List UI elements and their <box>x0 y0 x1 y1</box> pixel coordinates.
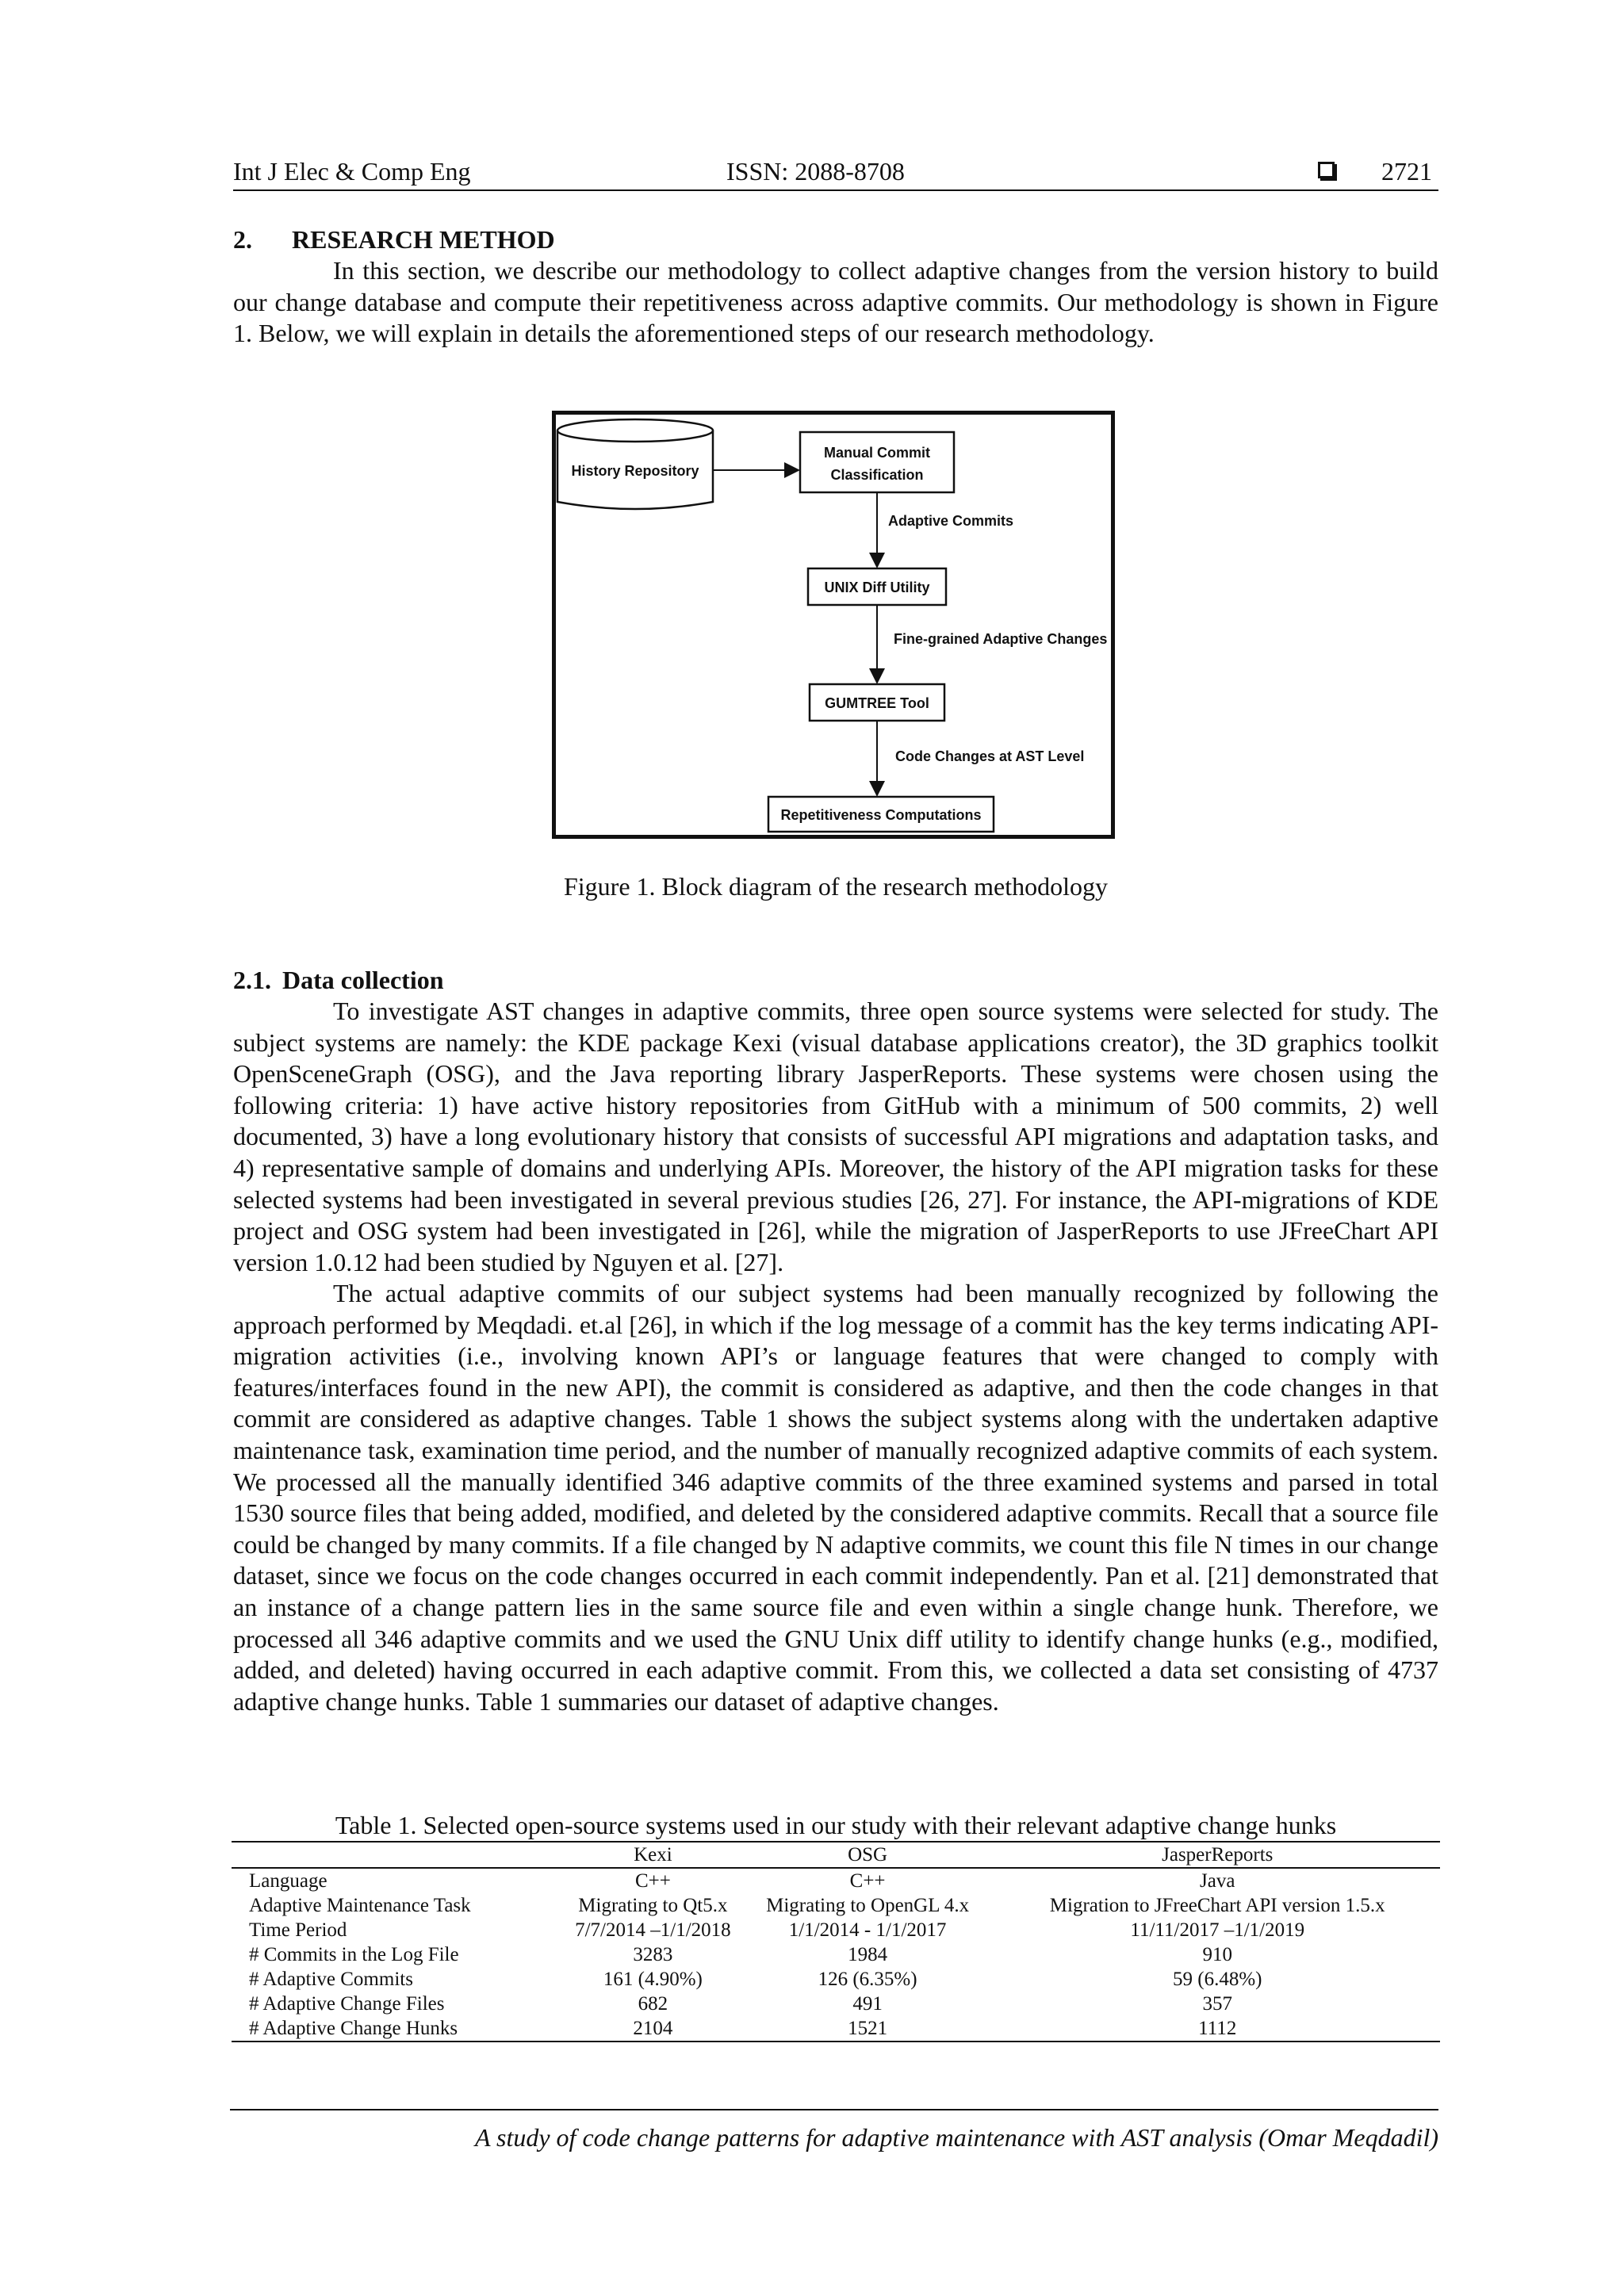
table-cell: C++ <box>849 1870 886 1892</box>
table-cell: Migrating to Qt5.x <box>578 1895 728 1916</box>
table-cell: Java <box>1200 1870 1235 1892</box>
table-cell: 910 <box>1202 1944 1232 1965</box>
table-cell: 1521 <box>741 2016 995 2042</box>
subsection-title: Data collection <box>282 966 444 994</box>
table-header-cell: OSG <box>741 1842 995 1868</box>
manual-commit-label-line2: Classification <box>830 467 924 483</box>
table-caption: Table 1. Selected open-source systems used in our study with their relevant adaptive change hunks <box>335 1811 1337 1839</box>
table-cell: 126 (6.35%) <box>818 1969 917 1990</box>
table-cell: 7/7/2014 –1/1/2018 <box>575 1919 731 1941</box>
table-row <box>232 1942 1440 1967</box>
table-row-label: # Commits in the Log File <box>249 1944 459 1965</box>
manual-commit-label-line1: Manual Commit <box>823 445 931 461</box>
manual-commit-classification-node <box>800 432 954 492</box>
table-cell: Migration to JFreeChart API version 1.5.x <box>1049 1895 1385 1916</box>
footer-rule <box>230 2109 1438 2110</box>
edge-label-code-changes: Code Changes at AST Level <box>895 748 1085 764</box>
gumtree-label: GUMTREE Tool <box>825 695 929 711</box>
unix-diff-utility-node <box>808 568 946 605</box>
table-row-label: # Adaptive Commits <box>249 1969 413 1990</box>
checkbox-icon <box>1318 162 1335 178</box>
table-cell: 59 (6.48%) <box>1173 1969 1262 1990</box>
table-row-label: # Adaptive Change Hunks <box>232 2016 565 2042</box>
table-cell: 1112 <box>995 2016 1441 2042</box>
table-header-cell <box>232 1842 565 1868</box>
figure-caption: Figure 1. Block diagram of the research methodology <box>563 872 1109 901</box>
table-cell: 11/11/2017 –1/1/2019 <box>1130 1919 1305 1941</box>
table-row <box>232 1967 1440 1992</box>
journal-name: Int J Elec & Comp Eng <box>233 157 471 186</box>
table-row-label: Adaptive Maintenance Task <box>249 1895 471 1916</box>
repetitiveness-label: Repetitiveness Computations <box>780 807 982 823</box>
edge-label-fine-grained: Fine-grained Adaptive Changes <box>894 631 1108 647</box>
section-intro-paragraph: In this section, we describe our methodology to collect adaptive changes from the version history to build our change database and compute their repetitiveness across adaptive commits. Our methodology is shown in Figure 1. Below, we will explain in details the aforementioned steps of our research methodology. <box>233 256 1438 348</box>
table-row <box>232 1918 1440 1942</box>
data-collection-paragraph-1: To investigate AST changes in adaptive commits, three open source systems were selected for study. The subject systems are namely: the KDE package Kexi (visual database applications creator), the 3D graphics toolkit OpenSceneGraph (OSG), and the Java reporting library JasperReports. These systems were chosen using the following criteria: 1) have active history repositories from GitHub with a minimum of 500 commits, 2) well documented, 3) have a long evolutionary history that consists of successful API migrations and adaptation tasks, and 4) representative sample of domains and underlying APIs. Moreover, the history of the API migration tasks for these selected systems had been investigated in several previous studies [26, 27]. For instance, the API-migrations of KDE project and OSG system had been investigated in [26], while the migration of JasperReports to use JFreeChart API version 1.0.12 had been studied by Nguyen et al. [27]. <box>233 997 1438 1276</box>
section-title: RESEARCH METHOD <box>292 225 555 254</box>
history-repository-label: History Repository <box>571 463 699 479</box>
table-header-row <box>232 1842 1440 1868</box>
section-heading <box>233 224 555 255</box>
gumtree-tool-node <box>810 684 944 721</box>
table-header-cell: Kexi <box>565 1842 741 1868</box>
systems-table <box>232 1841 1440 2042</box>
subsection-heading <box>233 964 444 996</box>
history-repository-node <box>557 419 713 509</box>
figure-block-diagram <box>552 411 1115 839</box>
section-number: 2. <box>233 225 252 254</box>
issn: ISSN: 2088-8708 <box>726 157 905 186</box>
table-row-label: Language <box>249 1870 327 1892</box>
table-row <box>232 2016 1440 2042</box>
table-cell: 2104 <box>565 2016 741 2042</box>
unix-diff-label: UNIX Diff Utility <box>824 580 930 595</box>
table-row-label: # Adaptive Change Files <box>249 1993 445 2015</box>
repetitiveness-computations-node <box>768 797 994 832</box>
table-cell: 1984 <box>848 1944 888 1965</box>
block-diagram-svg <box>556 415 1111 835</box>
table-cell: 3283 <box>633 1944 673 1965</box>
data-collection-paragraph-2: The actual adaptive commits of our subject systems had been manually recognized by following the approach performed by Meqdadi. et.al [26], in which if the log message of a commit has the key terms indicating API-migration activities (i.e., involving known API’s or language features that were changed to comply with features/interfaces found in the new API), the commit is considered as adaptive, and then the code changes in that commit are considered as adaptive changes. Table 1 shows the subject systems along with the undertaken adaptive maintenance task, examination time period, and the number of manually recognized adaptive commits of each system. We processed all the manually identified 346 adaptive commits of the three examined systems and parsed in total 1530 source files that being added, modified, and deleted by the considered adaptive commits. Recall that a source file could be changed by many commits. If a file changed by N adaptive commits, we count this file N times in our change dataset, since we focus on the code changes occurred in each commit independently. Pan et al. [21] demonstrated that an instance of a change pattern lies in the same source file and even within a single change hunk. Therefore, we processed all 346 adaptive commits and we used the GNU Unix diff utility to identify change hunks (e.g., modified, added, and deleted) having occurred in each adaptive commit. From this, we collected a data set consisting of 4737 adaptive change hunks. Table 1 summaries our dataset of adaptive changes. <box>233 1279 1438 1716</box>
footer-citation: A study of code change patterns for adaptive maintenance with AST analysis (Omar Meqdadil) <box>475 2123 1438 2152</box>
table-cell: 491 <box>852 1993 883 2015</box>
header-rule <box>233 189 1438 191</box>
table-row <box>232 1992 1440 2016</box>
table-row <box>232 1868 1440 1893</box>
table-row-label: Time Period <box>249 1919 347 1941</box>
page-number: 2721 <box>1381 157 1432 186</box>
table-cell: C++ <box>634 1870 671 1892</box>
subsection-number: 2.1. <box>233 966 271 994</box>
table-cell: 682 <box>638 1993 668 2015</box>
table-header-cell: JasperReports <box>995 1842 1441 1868</box>
table-cell: 161 (4.90%) <box>603 1969 703 1990</box>
edge-label-adaptive-commits: Adaptive Commits <box>888 513 1014 529</box>
table-row <box>232 1893 1440 1918</box>
table-cell: 1/1/2014 - 1/1/2017 <box>788 1919 947 1941</box>
table-cell: Migrating to OpenGL 4.x <box>766 1895 970 1916</box>
table-cell: 357 <box>1202 1993 1232 2015</box>
